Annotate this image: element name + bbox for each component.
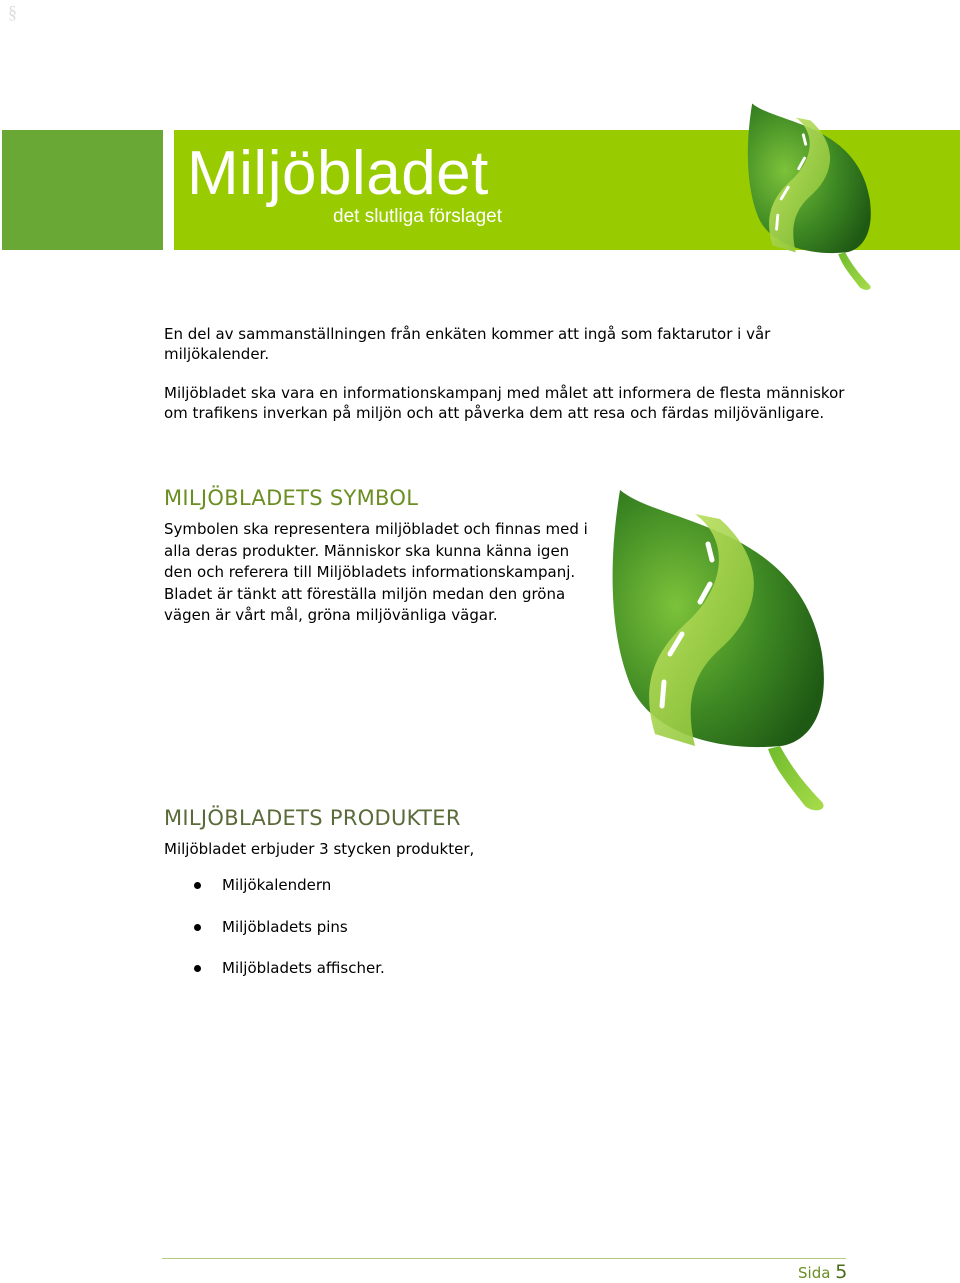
leaf-with-road-icon [738, 100, 878, 292]
footer-divider [162, 1258, 846, 1259]
leaf-with-road-icon [600, 484, 832, 814]
symbol-heading: MILJÖBLADETS SYMBOL [164, 486, 419, 510]
list-item-label: Miljökalendern [222, 876, 332, 894]
page-number: 5 [835, 1261, 848, 1283]
list-item [190, 876, 385, 918]
bullet-icon [194, 965, 201, 972]
list-item-label: Miljöbladets affischer. [222, 959, 385, 977]
products-list [190, 876, 385, 1001]
footer-label: Sida [798, 1264, 831, 1282]
list-item [190, 959, 385, 1001]
list-item-label: Miljöbladets pins [222, 917, 348, 936]
bullet-icon [194, 924, 201, 931]
list-item [190, 918, 385, 960]
products-intro: Miljöbladet erbjuder 3 stycken produkter, [164, 840, 475, 858]
products-heading: MILJÖBLADETS PRODUKTER [164, 806, 461, 830]
intro-paragraph-1: En del av sammanställningen från enkäten kommer att ingå som faktarutor i vår miljökalender. [164, 325, 771, 363]
corner-mark: § [8, 2, 17, 22]
symbol-text: Symbolen ska representera miljöbladet och finnas med i alla deras produkter. Människor ska kunna känna igen den och referera till Miljöbladets informationskampanj. Bladet är tänkt att föreställa miljön medan den gröna vägen är vårt mål, gröna miljövänliga vägar. [164, 520, 588, 624]
header-band-left [2, 130, 163, 250]
page-subtitle: det slutliga förslaget [333, 206, 502, 227]
page-title: Miljöbladet [187, 139, 489, 208]
bullet-icon [194, 882, 201, 889]
intro-paragraph-2: Miljöbladet ska vara en informationskampanj med målet att informera de flesta människor om trafikens inverkan på miljön och att påverka dem att resa och färdas miljövänligare. [164, 384, 845, 422]
